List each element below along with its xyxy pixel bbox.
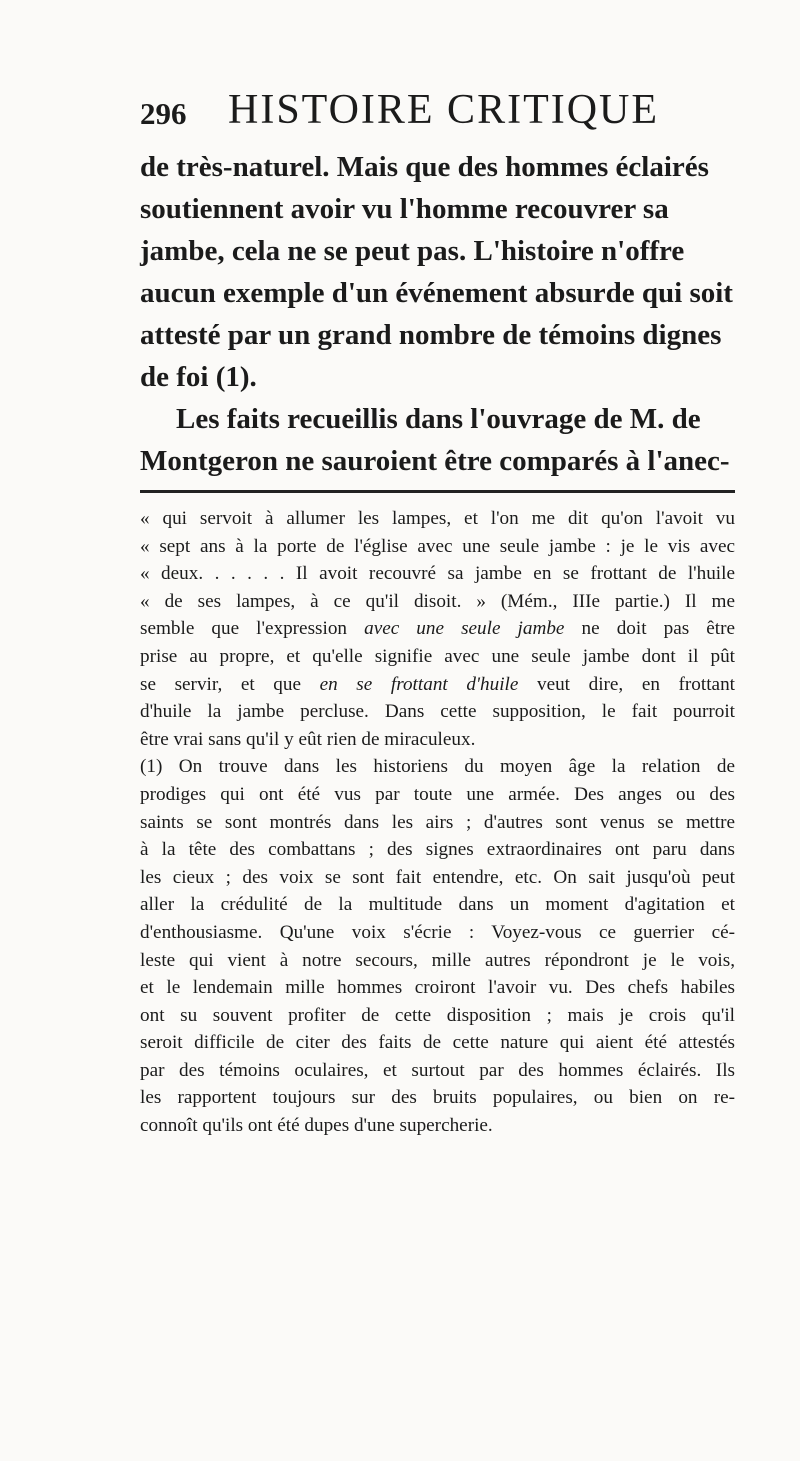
main-line: jambe, cela ne se peut pas. L'histoire n'offre	[140, 235, 685, 267]
note-line: par des témoins oculaires, et surtout par des hommes éclairés. Ils	[140, 1059, 735, 1081]
note-text: ne doit pas être	[564, 618, 735, 640]
note-line: « sept ans à la porte de l'église avec une seule jambe : je le vis avec	[140, 535, 735, 557]
note-line: connoît qu'ils ont été dupes d'une supercherie.	[140, 1115, 493, 1137]
note-text: semble que l'expression	[140, 618, 365, 640]
note-line: à la tête des combattans ; des signes extraordinaires ont paru dans	[140, 839, 735, 861]
main-line: soutiennent avoir vu l'homme recouvrer sa	[140, 193, 669, 225]
note-line: aller la crédulité de la multitude dans un moment d'agitation et	[140, 894, 735, 916]
footnotes	[140, 505, 735, 1140]
note-text: veut dire, en frottant	[518, 673, 735, 695]
note-line: « de ses lampes, à ce qu'il disoit. » (Mém., IIIe partie.) Il me	[140, 590, 735, 612]
main-line: attesté par un grand nombre de témoins dignes	[140, 319, 722, 351]
note-line	[140, 671, 735, 699]
note-line: être vrai sans qu'il y eût rien de miraculeux.	[140, 728, 476, 750]
note-italic-phrase: en se frottant d'huile	[319, 673, 519, 695]
main-line: de très-naturel. Mais que des hommes éclairés	[140, 151, 709, 183]
running-title: HISTOIRE CRITIQUE	[228, 87, 660, 133]
main-text	[140, 146, 733, 482]
main-line: de foi (1).	[140, 361, 257, 393]
note-line: « deux. . . . . . Il avoit recouvré sa jambe en se frottant de l'huile	[140, 563, 735, 585]
note-italic-phrase: avec une seule jambe	[364, 618, 565, 640]
note-text: se servir, et que	[140, 673, 320, 695]
page-number: 296	[140, 96, 187, 131]
footnote-separator-rule	[140, 490, 735, 493]
main-line: Les faits recueillis dans l'ouvrage de M. de	[176, 403, 701, 435]
note-line: les cieux ; des voix se sont fait entendre, etc. On sait jusqu'où peut	[140, 866, 735, 888]
page-header	[140, 86, 665, 136]
note-line: d'enthousiasme. Qu'une voix s'écrie : Voyez-vous ce guerrier cé-	[140, 921, 735, 943]
note-line: prodiges qui ont été vus par toute une armée. Des anges ou des	[140, 783, 735, 805]
note-line: ont su souvent profiter de cette disposition ; mais je crois qu'il	[140, 1004, 735, 1026]
note-line: « qui servoit à allumer les lampes, et l'on me dit qu'on l'avoit vu	[140, 508, 735, 529]
note-line: prise au propre, et qu'elle signifie avec une seule jambe dont il pût	[140, 645, 735, 667]
note-line: leste qui vient à notre secours, mille autres répondront je le vois,	[140, 949, 735, 971]
note-line: (1) On trouve dans les historiens du moyen âge la relation de	[140, 756, 735, 778]
note-line: et le lendemain mille hommes croiront l'avoir vu. Des chefs habiles	[140, 977, 735, 999]
main-line: Montgeron ne sauroient être comparés à l'anec-	[140, 445, 730, 477]
note-line: saints se sont montrés dans les airs ; d'autres sont venus se mettre	[140, 811, 735, 833]
note-line	[140, 615, 735, 643]
main-line: aucun exemple d'un événement absurde qui soit	[140, 277, 733, 309]
note-line: d'huile la jambe percluse. Dans cette supposition, le fait pourroit	[140, 701, 735, 723]
note-line: seroit difficile de citer des faits de cette nature qui aient été attestés	[140, 1032, 735, 1054]
note-line: les rapportent toujours sur des bruits populaires, ou bien on re-	[140, 1087, 735, 1109]
